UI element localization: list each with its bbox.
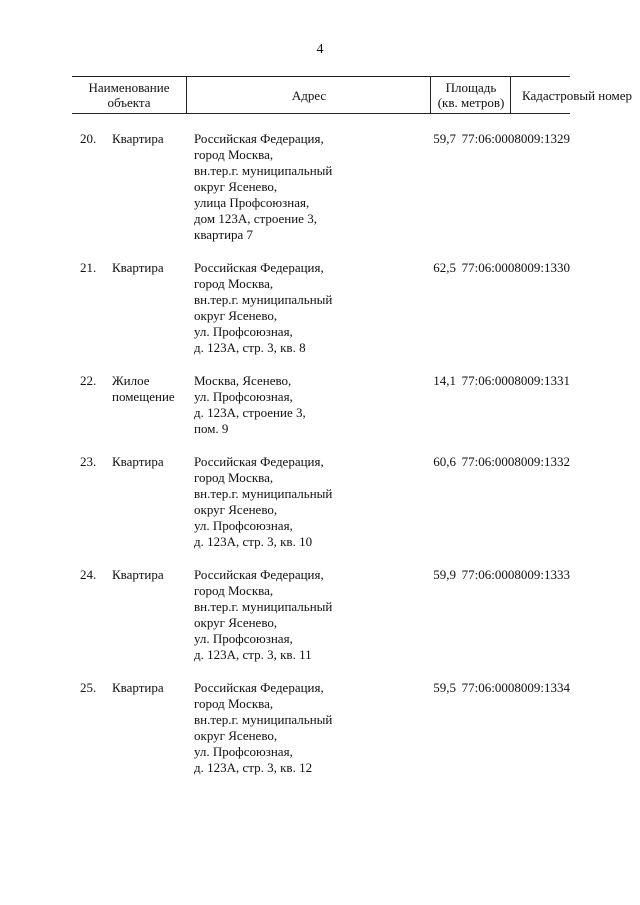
- cadastral-number: 77:06:0008009:1334: [461, 680, 570, 695]
- object-address: Российская Федерация, город Москва, вн.тер.г. муниципальный округ Ясенево, ул. Профсоюзная, д. 123А, стр. 3, кв. 10: [194, 454, 333, 549]
- row-number: 20.: [80, 131, 97, 146]
- header-cadastral: Кадастровый номер: [510, 77, 640, 113]
- cadastral-number: 77:06:0008009:1333: [461, 567, 570, 582]
- object-address: Российская Федерация, город Москва, вн.тер.г. муниципальный округ Ясенево, улица Профсоюзная, дом 123А, строение 3, квартира 7: [194, 131, 333, 242]
- object-area: 62,5: [433, 260, 456, 275]
- object-name: Квартира: [112, 567, 164, 582]
- table-row: [72, 567, 570, 663]
- object-name: Квартира: [112, 454, 164, 469]
- object-area: 14,1: [433, 373, 456, 388]
- object-name: Квартира: [112, 680, 164, 695]
- row-number: 23.: [80, 454, 97, 469]
- object-name: Квартира: [112, 260, 164, 275]
- object-name: Квартира: [112, 131, 164, 146]
- table-row: [72, 454, 570, 550]
- row-number: 25.: [80, 680, 97, 695]
- object-address: Российская Федерация, город Москва, вн.тер.г. муниципальный округ Ясенево, ул. Профсоюзная, д. 123А, стр. 3, кв. 12: [194, 680, 333, 775]
- object-address: Москва, Ясенево, ул. Профсоюзная, д. 123А, строение 3, пом. 9: [194, 373, 306, 436]
- object-name: Жилое помещение: [112, 373, 175, 404]
- object-area: 60,6: [433, 454, 456, 469]
- row-number: 21.: [80, 260, 97, 275]
- cadastral-number: 77:06:0008009:1331: [461, 373, 570, 388]
- object-address: Российская Федерация, город Москва, вн.тер.г. муниципальный округ Ясенево, ул. Профсоюзная, д. 123А, стр. 3, кв. 11: [194, 567, 333, 662]
- table-row: [72, 373, 570, 437]
- header-address: Адрес: [186, 77, 431, 113]
- cadastral-number: 77:06:0008009:1330: [461, 260, 570, 275]
- header-name: Наименование объекта: [88, 80, 170, 110]
- table-row: [72, 680, 570, 776]
- object-area: 59,9: [433, 567, 456, 582]
- page-number: 4: [316, 42, 324, 57]
- table-body: [72, 131, 570, 776]
- row-number: 24.: [80, 567, 97, 582]
- table-header: [72, 76, 633, 114]
- table-row: [72, 131, 570, 243]
- table-row: [72, 260, 570, 356]
- cadastral-number: 77:06:0008009:1329: [461, 131, 570, 146]
- cadastral-number: 77:06:0008009:1332: [461, 454, 570, 469]
- object-address: Российская Федерация, город Москва, вн.тер.г. муниципальный округ Ясенево, ул. Профсоюзная, д. 123А, стр. 3, кв. 8: [194, 260, 333, 355]
- header-area: Площадь (кв. метров): [430, 77, 511, 113]
- row-number: 22.: [80, 373, 97, 388]
- property-table: [72, 76, 633, 776]
- object-area: 59,5: [433, 680, 456, 695]
- object-area: 59,7: [433, 131, 456, 146]
